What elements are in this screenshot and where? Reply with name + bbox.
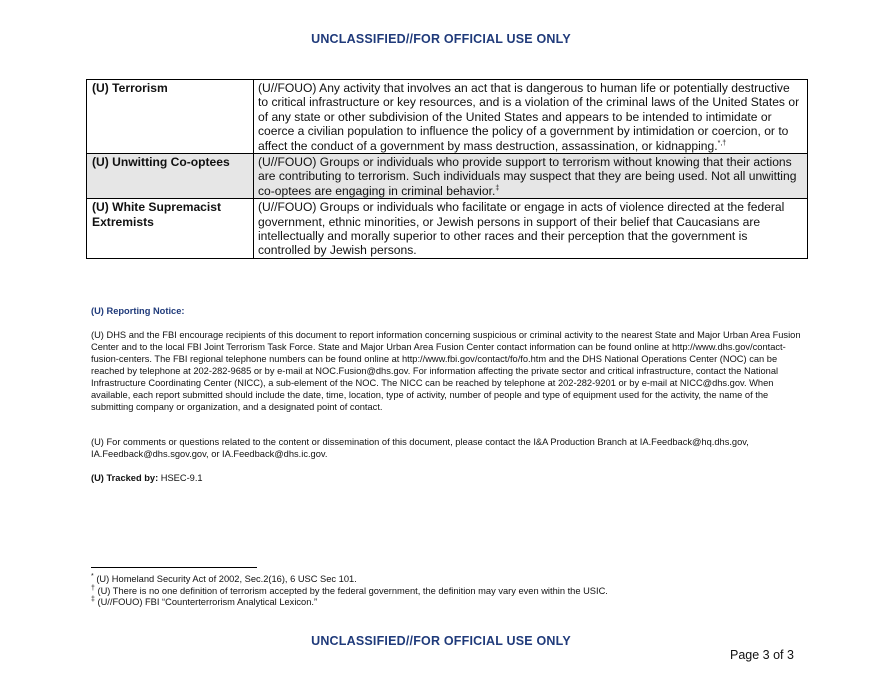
reporting-notice-heading: (U) Reporting Notice: xyxy=(91,306,185,316)
footnote-text: (U//FOUO) FBI “Counterterrorism Analytical Lexicon.” xyxy=(94,597,318,607)
definition-cell xyxy=(254,80,808,154)
comments-paragraph: (U) For comments or questions related to the content or dissemination of this document, please contact the I&A Production Branch at IA.Feedback@hq.dhs.gov, IA.Feedback@dhs.sgov.gov, or IA.Feedback@dhs.ic.gov. xyxy=(91,437,749,459)
table-row xyxy=(87,199,808,259)
tracked-by xyxy=(91,472,803,484)
definition-text: (U//FOUO) Groups or individuals who provide support to terrorism without knowing that their actions are contributing to terrorism. Such individuals may suspect that they are being used. Not all unwitting co-optees are engaging in criminal behavior. xyxy=(258,155,797,198)
footnote xyxy=(91,574,357,585)
classification-footer: UNCLASSIFIED//FOR OFFICIAL USE ONLY xyxy=(311,634,571,648)
footnote-mark: † xyxy=(91,584,95,592)
definition-cell xyxy=(254,199,808,259)
page-number: Page 3 of 3 xyxy=(730,648,794,662)
term-cell: (U) White Supremacist Extremists xyxy=(87,199,254,259)
definitions-table xyxy=(86,79,808,259)
footnote xyxy=(91,597,317,608)
footnote-divider xyxy=(91,567,257,568)
footnote-text: (U) Homeland Security Act of 2002, Sec.2(16), 6 USC Sec 101. xyxy=(93,574,357,584)
term-cell: (U) Unwitting Co-optees xyxy=(87,154,254,199)
definition-text: (U//FOUO) Any activity that involves an act that is dangerous to human life or potentially destructive to critical infrastructure or key resources, and is a violation of the criminal laws of the United States or of any state or other subdivision of the United States and appears to be intended to intimidate or coerce a civilian population to influence the policy of a government by intimidation or coercion, or to affect the conduct of a government by mass destruction, assassination, or kidnapping. xyxy=(258,81,800,153)
footnote-mark: ‡ xyxy=(91,595,95,603)
footnote-text: (U) There is no one definition of terrorism accepted by the federal government, the definition may vary even within the USIC. xyxy=(94,586,608,596)
definition-text: (U//FOUO) Groups or individuals who facilitate or engage in acts of violence directed at the federal government, ethnic minorities, or Jewish persons in support of their belief that Caucasians are intellectually and morally superior to other races and their perception that the government is controlled by Jewish persons. xyxy=(258,200,785,258)
footnote-mark: * xyxy=(91,572,94,580)
classification-header: UNCLASSIFIED//FOR OFFICIAL USE ONLY xyxy=(311,32,571,46)
term-cell: (U) Terrorism xyxy=(87,80,254,154)
definition-cell xyxy=(254,154,808,199)
footnote-mark: ‡ xyxy=(495,184,500,192)
table-row xyxy=(87,80,808,154)
reporting-notice-body: (U) DHS and the FBI encourage recipients of this document to report information concerning suspicious or criminal activity to the nearest State and Major Urban Area Fusion Center and to the local FBI Joint Terrorism Task Force. State and Major Urban Area Fusion Center contact information can be found online at http://www.dhs.gov/contact-fusion-centers. The FBI regional telephone numbers can be found online at http://www.fbi.gov/contact/fo/fo.htm and the DHS National Operations Center (NOC) can be reached by telephone at 202-282-9685 or by e-mail at NOC.Fusion@dhs.gov. For information affecting the private sector and critical infrastructure, contact the National Infrastructure Coordinating Center (NICC), a sub-element of the NOC. The NICC can be reached by telephone at 202-282-9201 or by e-mail at NICC@dhs.gov. When available, each report submitted should include the date, time, location, type of activity, number of people and type of equipment used for the activity, the name of the submitting company or organization, and a designated point of contact. xyxy=(91,330,801,412)
tracked-by-value: HSEC-9.1 xyxy=(158,473,203,483)
footnote xyxy=(91,586,608,597)
footnote-mark: *,† xyxy=(717,139,727,147)
table-row xyxy=(87,154,808,199)
tracked-by-label: (U) Tracked by: xyxy=(91,473,159,483)
